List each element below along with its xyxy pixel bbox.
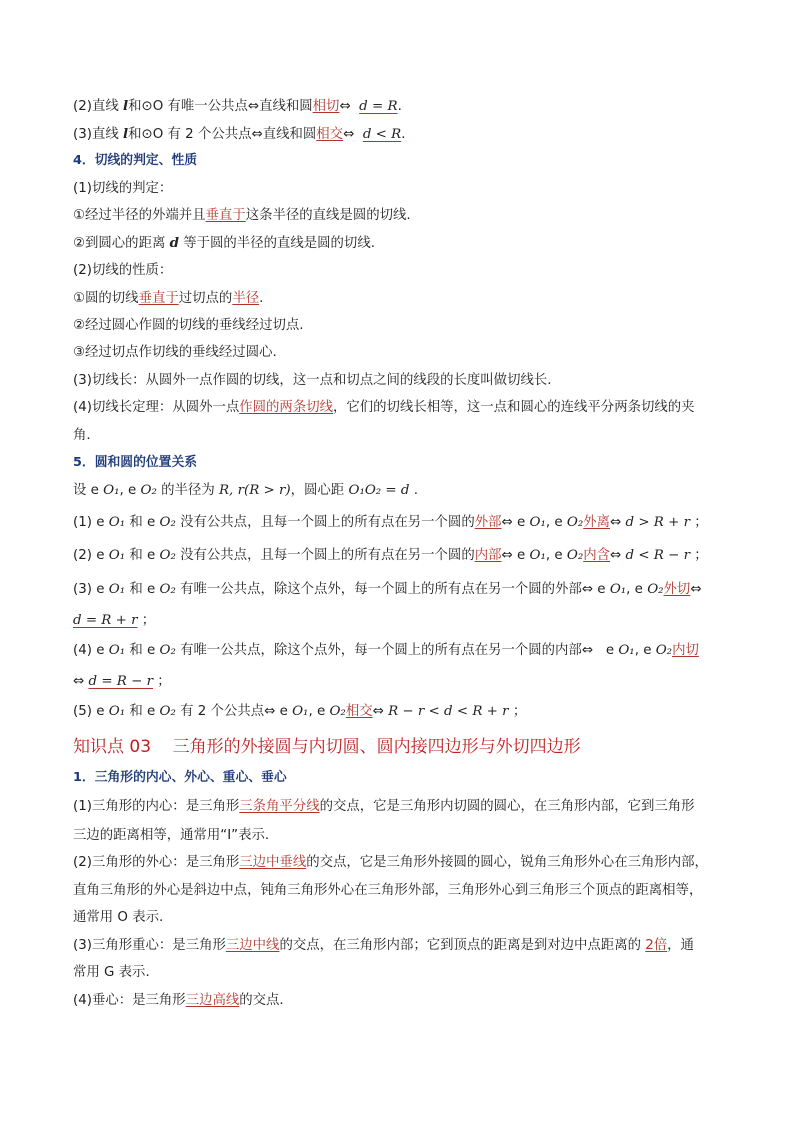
math-expression: O₂ [159,643,176,658]
text-segment: 的交点，在三角形内部；它到顶点的距离是到对边中点距离的 [279,938,646,953]
math-expression: O₂ [159,704,176,719]
text-line [73,398,695,418]
math-expression: O₂ [329,704,346,719]
text-segment: 常用 G 表示. [73,965,150,980]
math-expression: O₁ [618,643,635,658]
text-segment: ，圆心距 [290,483,349,498]
text-segment: , e [545,515,567,530]
math-expression: d = R − r [88,674,154,689]
text-segment: 没有公共点，且每一个圆上的所有点在另一个圆的 [175,548,475,563]
text-segment: ； [508,704,527,719]
answer-blank: 半径 [232,291,260,306]
text-segment: 有唯一公共点，除这个点外，每一个圆上的所有点在另一个圆的外部⇔ e [175,582,610,597]
text-segment: (4)垂心：是三角形 [73,993,186,1008]
text-line [73,206,411,226]
math-expression: d < R − r [625,548,691,563]
answer-blank: 相切 [312,99,340,114]
answer-blank: 内切 [672,643,699,658]
text-segment: ①圆的切线 [73,291,139,306]
math-expression: O₂ [159,548,176,563]
text-segment: 通常用 O 表示. [73,910,164,925]
text-segment: ，它们的切线长相等，这一点和圆心的连线平分两条切线的夹 [333,400,695,415]
math-expression: O₂ [647,582,664,597]
text-line [73,179,172,199]
math-expression: O₁ [103,483,120,498]
text-segment: l [123,126,129,142]
text-segment: 的交点. [239,993,284,1008]
math-expression: d < R [362,127,402,142]
math-expression: O₂ [655,643,673,658]
answer-blank: 外部 [474,515,502,530]
text-segment: 和 e [125,515,160,530]
subsection-heading [73,151,197,171]
text-segment: 这条半径的直线是圆的切线. [245,208,411,223]
math-expression: O₁ [108,515,126,530]
math-expression: O₂ [159,515,176,530]
text-segment: d [169,235,179,251]
math-expression: O₂ [566,548,584,563]
text-segment: (2) e [73,548,109,563]
text-segment: 1．三角形的内心、外心、重心、垂心 [73,770,287,785]
text-segment: 和 e [125,548,160,563]
answer-blank: 外离 [583,515,610,530]
text-segment: , e [119,483,141,498]
answer-blank: 三边高线 [185,993,240,1008]
text-line [73,513,708,533]
math-expression: d = R + r [73,613,138,628]
text-segment: (3) e [73,582,109,597]
text-segment: 和 e [125,704,160,719]
answer-blank: 垂直于 [138,291,179,306]
math-expression: O₁ [292,704,309,719]
text-segment: ②到圆心的距离 [73,236,170,251]
text-line [73,826,269,846]
text-segment: 有唯一公共点，除这个点外，每一个圆上的所有点在另一个圆的内部⇔ e [175,643,619,658]
text-segment: . [397,99,402,114]
text-line [73,233,375,253]
answer-blank: 2倍 [645,938,668,953]
text-segment: . [409,483,418,498]
math-expression: O₂ [566,515,584,530]
answer-blank: 三条角平分线 [239,799,320,814]
text-segment: 三边的距离相等，通常用“I”表示. [73,828,270,843]
text-segment: ③经过切点作切线的垂线经过圆心. [73,345,277,360]
answer-blank: 外切 [663,582,691,597]
text-line [73,124,405,144]
text-line [73,797,695,817]
text-segment: , e [626,582,648,597]
text-line [73,611,155,631]
text-segment: 的交点，它是三角形内切圆的圆心，在三角形内部，它到三角形 [319,799,695,814]
subsection-heading [73,453,197,473]
math-expression: R − r < d < R + r [388,704,509,719]
text-segment: 的交点，它是三角形外接圆的圆心，锐角三角形外心在三角形内部， [306,855,708,870]
math-expression: O₂ [140,483,157,498]
answer-blank: 相交 [345,704,373,719]
text-segment: 和⊙O 有唯一公共点⇔直线和圆 [128,99,313,114]
text-segment: (1) e [73,515,109,530]
text-segment: (1)三角形的内心：是三角形 [73,799,240,814]
text-segment: (1)切线的判定： [73,181,173,196]
text-segment: , e [308,704,330,719]
answer-blank: 三边中垂线 [239,855,307,870]
text-segment: ； [690,515,708,530]
math-expression: O₁ [609,582,627,597]
text-line [73,580,702,600]
math-expression: O₂ [159,582,176,597]
answer-blank: 三边中线 [225,938,280,953]
math-expression: O₁ [529,515,546,530]
text-segment: 和 e [125,643,160,658]
text-segment: ⇔ e [501,515,530,530]
math-expression: O₁ [108,704,126,719]
text-segment: (2)三角形的外心：是三角形 [73,855,240,870]
text-line [73,289,263,309]
answer-blank: 垂直于 [205,208,246,223]
text-segment: 等于圆的半径的直线是圆的切线. [178,236,375,251]
text-segment: ⇔ e [501,548,530,563]
text-line [73,261,172,281]
answer-blank: 内含 [583,548,610,563]
text-segment: 过切点的 [178,291,233,306]
text-segment: 5．圆和圆的位置关系 [73,455,198,470]
text-segment: ； [153,674,171,689]
answer-blank: 相交 [316,127,344,142]
text-segment: ①经过半径的外端并且 [73,208,206,223]
text-segment: ； [690,548,708,563]
text-segment: ⇔ [73,674,89,689]
text-line [73,371,552,391]
math-expression: O₁ [108,582,126,597]
math-expression: d > R + r [625,515,691,530]
math-expression: O₁ [108,643,126,658]
text-segment: (5) e [73,704,109,719]
text-segment: . [401,127,406,142]
text-segment: ⇔ [690,582,702,597]
text-line [73,481,418,501]
subsection-heading [73,768,287,788]
text-line [73,881,702,901]
text-line [73,963,150,983]
text-line [73,936,694,956]
section-heading [73,734,581,760]
text-line [73,853,708,873]
text-segment: 有 2 个公共点⇔ e [175,704,293,719]
text-segment: (2)切线的性质： [73,263,173,278]
text-segment: ⇔ [610,548,626,563]
math-expression: d = R [359,99,398,114]
text-line [73,702,526,722]
text-segment: 角. [73,428,91,443]
text-line [73,316,304,336]
text-line [73,546,708,566]
text-line [73,96,402,116]
text-segment: (3)切线长：从圆外一点作圆的切线，这一点和切点之间的线段的长度叫做切线长. [73,373,552,388]
text-segment: . [259,291,264,306]
text-line [73,426,91,446]
text-line [73,672,171,692]
math-expression: O₁ [108,548,126,563]
text-segment: (3)直线 [73,127,124,142]
math-expression: O₁ [529,548,546,563]
text-segment: ②经过圆心作圆的切线的垂线经过切点. [73,318,304,333]
text-segment: , e [634,643,656,658]
text-segment: 4．切线的判定、性质 [73,153,198,168]
text-segment: ⇔ [343,127,363,142]
answer-blank: 作圆的两条切线 [239,400,333,415]
answer-blank: 内部 [474,548,502,563]
text-line [73,641,699,661]
text-segment: 知识点 03 三角形的外接圆与内切圆、圆内接四边形与外切四边形 [73,737,581,757]
text-segment: ，通 [667,938,694,953]
text-segment: (4) e [73,643,109,658]
text-segment: 直角三角形的外心是斜边中点，钝角三角形外心在三角形外部，三角形外心到三角形三个顶点的距离相等， [73,883,703,898]
text-segment: , e [545,548,567,563]
text-segment: 和 e [125,582,160,597]
text-segment: l [123,98,129,114]
math-expression: O₁O₂ = d [348,483,410,498]
text-segment: 没有公共点，且每一个圆上的所有点在另一个圆的 [175,515,475,530]
text-line [73,991,284,1011]
text-segment: (2)直线 [73,99,124,114]
text-segment: ⇔ [339,99,360,114]
text-segment: 和⊙O 有 2 个公共点⇔直线和圆 [128,127,317,142]
text-segment: ⇔ [610,515,626,530]
text-line [73,343,277,363]
text-segment: (4)切线长定理：从圆外一点 [73,400,240,415]
text-segment: 设 e [73,483,104,498]
math-expression: R, r(R > r) [218,483,291,498]
text-segment: (3)三角形重心：是三角形 [73,938,226,953]
text-segment: ； [137,613,156,628]
text-line [73,908,163,928]
text-segment: 的半径为 [156,483,219,498]
text-segment: ⇔ [372,704,389,719]
